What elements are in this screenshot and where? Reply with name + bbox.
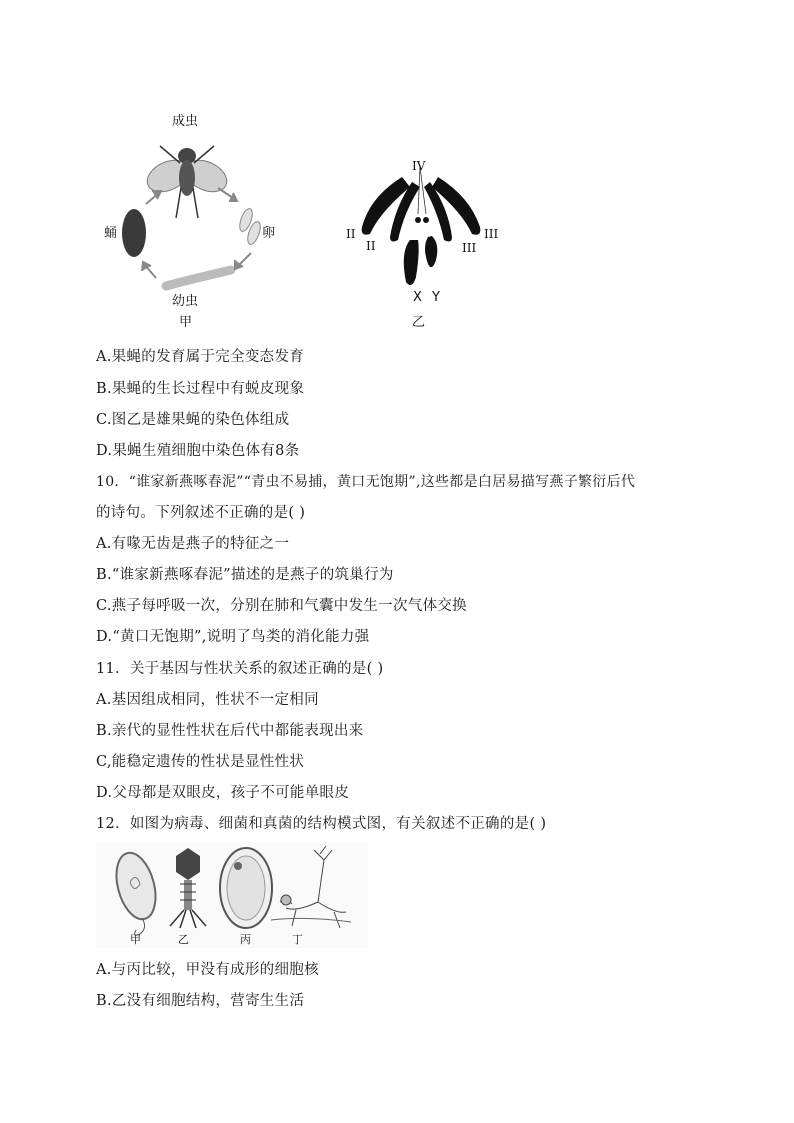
q10-stem-line2: 的诗句。下列叙述不正确的是( ) — [96, 505, 306, 521]
label-ii-inner: II — [366, 239, 376, 253]
q12-option-a: A.与丙比较，甲没有成形的细胞核 — [96, 962, 319, 978]
caption-yi: 乙 — [412, 315, 426, 330]
q10-option-a: A.有喙无齿是燕子的特征之一 — [96, 536, 290, 552]
larva-image — [166, 270, 231, 286]
cycle-arrows — [142, 188, 251, 278]
label-egg: 卵 — [262, 226, 276, 241]
q12-stem: 12．如图为病毒、细菌和真菌的结构模式图，有关叙述不正确的是( ) — [96, 816, 547, 832]
microbe-label-ding: 丁 — [292, 933, 303, 946]
q11-option-d: D.父母都是双眼皮，孩子不可能单眼皮 — [96, 785, 350, 801]
label-iv: IV — [412, 159, 426, 173]
q10-option-b: B.“谁家新燕啄春泥”描述的是燕子的筑巢行为 — [96, 567, 394, 583]
label-pupa: 蛹 — [104, 226, 118, 241]
egg-image — [237, 207, 263, 246]
q11-stem: 11．关于基因与性状关系的叙述正确的是( ) — [96, 661, 384, 677]
q12-option-b: B.乙没有细胞结构，营寄生生活 — [96, 993, 305, 1009]
adult-fly-image — [142, 146, 232, 218]
q10-option-d: D.“黄口无饱期”,说明了鸟类的消化能力强 — [96, 629, 370, 645]
label-larva: 幼虫 — [172, 294, 199, 309]
q9-option-d: D.果蝇生殖细胞中染色体有8条 — [96, 443, 300, 459]
microbe-label-jia: 甲 — [130, 933, 141, 946]
label-adult: 成虫 — [172, 114, 199, 129]
label-iii-inner: III — [462, 241, 477, 255]
microbe-label-yi: 乙 — [178, 933, 189, 946]
label-iii-outer: III — [484, 227, 499, 241]
label-y: Y — [432, 290, 440, 305]
pupa-image — [122, 209, 146, 257]
caption-jia: 甲 — [179, 315, 193, 330]
q11-option-a: A.基因组成相同，性状不一定相同 — [96, 692, 319, 708]
q10-option-c: C.燕子每呼吸一次，分别在肺和气囊中发生一次气体交换 — [96, 598, 467, 614]
q9-option-c: C.图乙是雄果蝇的染色体组成 — [96, 412, 290, 428]
q9-option-b: B.果蝇的生长过程中有蜕皮现象 — [96, 381, 305, 397]
label-ii-outer: II — [346, 227, 356, 241]
q9-option-a: A.果蝇的发育属于完全变态发育 — [96, 349, 305, 365]
chromosome-shapes — [362, 177, 481, 285]
yeast-image — [220, 848, 272, 928]
q11-option-b: B.亲代的显性性状在后代中都能表现出来 — [96, 723, 364, 739]
q10-stem-line1: 10．“谁家新燕啄春泥”“青虫不易捕，黄口无饱期”,这些都是白居易描写燕子繁衍后代 — [96, 474, 636, 490]
q11-option-c: C,能稳定遗传的性状是显性性状 — [96, 754, 305, 770]
label-x: X — [413, 290, 422, 305]
microbe-label-bing: 丙 — [240, 933, 251, 946]
